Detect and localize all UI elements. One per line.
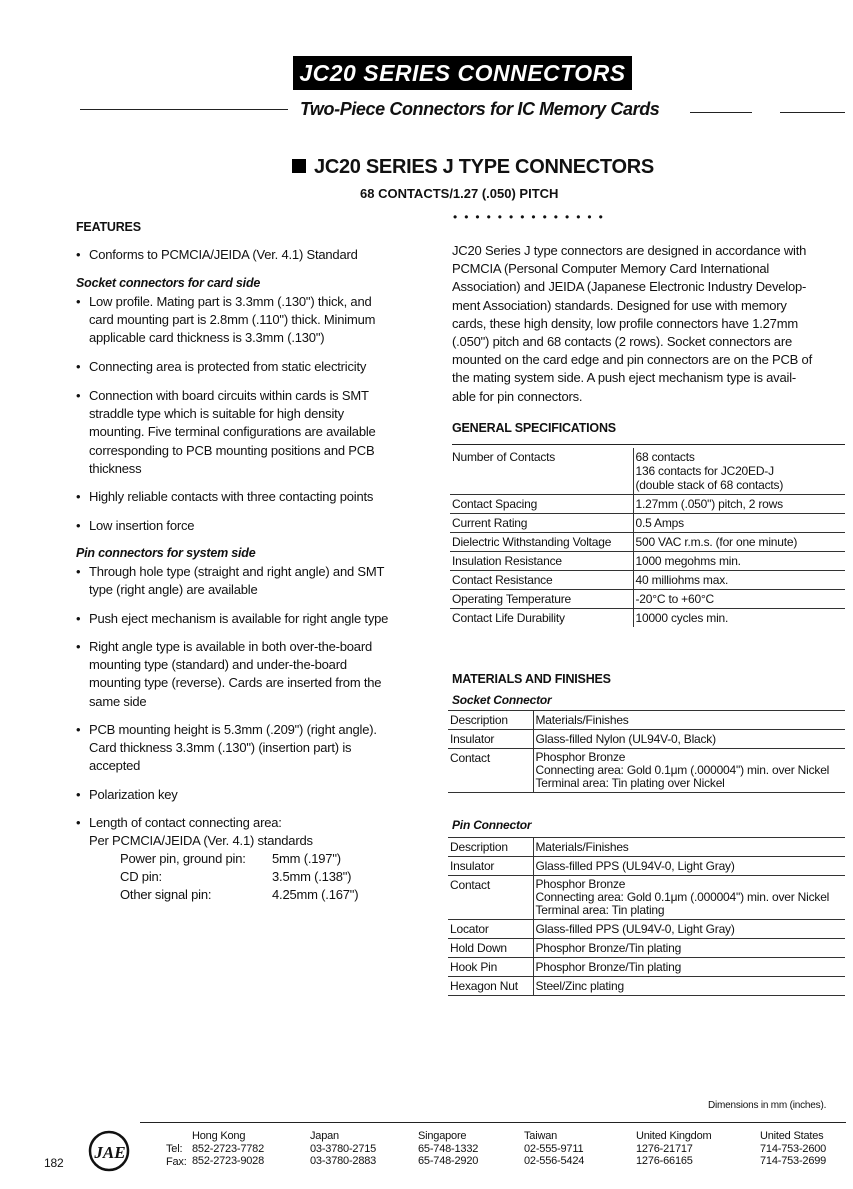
table-row: Operating Temperature -20°C to +60°C [450, 590, 845, 609]
table-row: Hook Pin Phosphor Bronze/Tin plating [448, 958, 845, 977]
feature-bullet: • PCB mounting height is 5.3mm (.209") (right angle). Card thickness 3.3mm (.130") (insertion part) is accepted [76, 721, 377, 776]
table-row: Hexagon Nut Steel/Zinc plating [448, 977, 845, 996]
series-subtitle: Two-Piece Connectors for IC Memory Cards [300, 99, 660, 119]
table-row: Description Materials/Finishes [448, 838, 845, 857]
contact-labels: Tel: Fax: [166, 1143, 187, 1168]
feature-bullet: • Highly reliable contacts with three contacting points [76, 488, 373, 506]
table-row: Contact Resistance 40 milliohms max. [450, 571, 845, 590]
intro-paragraph: JC20 Series J type connectors are designed in accordance with PCMCIA (Personal Computer Memory Card International Association) and JEIDA (Japanese Electronic Industry Develop- ment Association) standards. Designed for use with memory cards, these high density, low profile connectors have 1.27mm (.050") pitch and 68 contacts (2 rows). Socket connectors are mounted on the card edge and pin connectors are on the PCB of the mating system side. A push eject mechanism type is avail- able for pin connectors. [452, 243, 812, 404]
feature-bullet: • Through hole type (straight and right angle) and SMT type (right angle) are available [76, 563, 384, 599]
socket-materials-table [448, 710, 845, 793]
office-united-kingdom: United Kingdom 1276-21717 1276-66165 [636, 1130, 712, 1167]
table-row: Dielectric Withstanding Voltage 500 VAC r.m.s. (for one minute) [450, 533, 845, 552]
feature-bullet: • Polarization key [76, 786, 178, 804]
table-row: Insulator Glass-filled PPS (UL94V-0, Light Gray) [448, 857, 845, 876]
subtitle-rule-right-1 [690, 112, 752, 113]
table-row: Current Rating 0.5 Amps [450, 514, 845, 533]
series-banner: JC20 SERIES CONNECTORS [293, 56, 632, 90]
feature-bullet: • Connecting area is protected from static electricity [76, 358, 366, 376]
pin-materials-table [448, 837, 845, 996]
section-title: JC20 SERIES J TYPE CONNECTORS [292, 156, 654, 179]
socket-features-heading: Socket connectors for card side [76, 276, 261, 290]
office-japan: Japan 03-3780-2715 03-3780-2883 [310, 1130, 377, 1167]
table-row: Insulation Resistance 1000 megohms min. [450, 552, 845, 571]
contact-length-labels: Power pin, ground pin: CD pin: Other signal pin: [120, 851, 246, 903]
features-heading: FEATURES [76, 220, 141, 234]
general-specs-heading: GENERAL SPECIFICATIONS [452, 421, 616, 435]
table-row: Contact Phosphor Bronze Connecting area: Gold 0.1μm (.000004") min. over Nickel Terminal area: Tin plating [448, 876, 845, 920]
square-bullet-icon [292, 159, 306, 173]
subtitle-rule-right-2 [780, 112, 845, 113]
feature-bullet: • Conforms to PCMCIA/JEIDA (Ver. 4.1) Standard [76, 246, 358, 264]
dotted-divider: •••••••••••••• [453, 210, 610, 224]
socket-connector-heading: Socket Connector [452, 693, 552, 707]
subtitle-rule-left [80, 109, 288, 110]
table-row: Hold Down Phosphor Bronze/Tin plating [448, 939, 845, 958]
feature-bullet: • Length of contact connecting area: Per PCMCIA/JEIDA (Ver. 4.1) standards [76, 814, 313, 850]
feature-bullet: • Low insertion force [76, 517, 194, 535]
table-row: Number of Contacts 68 contacts 136 contacts for JC20ED-J (double stack of 68 contacts) [450, 448, 845, 495]
feature-bullet: • Connection with board circuits within cards is SMT straddle type which is suitable for high density mounting. Five terminal configurations are available corresponding to PCB mounting positions and PCB thickness [76, 387, 376, 478]
table-row: Insulator Glass-filled Nylon (UL94V-0, Black) [448, 730, 845, 749]
pin-features-heading: Pin connectors for system side [76, 546, 256, 560]
table-row: Contact Spacing 1.27mm (.050") pitch, 2 rows [450, 495, 845, 514]
svg-text:JAE: JAE [94, 1143, 126, 1162]
section-subtitle: 68 CONTACTS/1.27 (.050) PITCH [360, 186, 559, 201]
pin-connector-heading: Pin Connector [452, 818, 532, 832]
table-row: Contact Phosphor Bronze Connecting area: Gold 0.1μm (.000004") min. over Nickel Terminal area: Tin plating over Nickel [448, 749, 845, 793]
feature-bullet: • Push eject mechanism is available for right angle type [76, 610, 388, 628]
feature-bullet: • Right angle type is available in both over-the-board mounting type (standard) and under-the-board mounting type (reverse). Cards are inserted from the same side [76, 638, 381, 711]
feature-bullet: • Low profile. Mating part is 3.3mm (.130") thick, and card mounting part is 2.8mm (.110") thick. Minimum applicable card thickness is 3.3mm (.130") [76, 293, 375, 348]
office-hong-kong: Hong Kong 852-2723-7782 852-2723-9028 [192, 1130, 265, 1167]
specs-top-rule [452, 444, 845, 445]
general-specs-table [450, 448, 845, 627]
page-number: 182 [44, 1156, 64, 1170]
jae-logo-icon [86, 1127, 132, 1173]
table-row: Locator Glass-filled PPS (UL94V-0, Light Gray) [448, 920, 845, 939]
footer-rule [140, 1122, 846, 1123]
office-united-states: United States 714-753-2600 714-753-2699 [760, 1130, 827, 1167]
dimensions-note: Dimensions in mm (inches). [708, 1100, 827, 1111]
contact-length-values: 5mm (.197") 3.5mm (.138") 4.25mm (.167") [272, 851, 359, 903]
office-taiwan: Taiwan 02-555-9711 02-556-5424 [524, 1130, 585, 1167]
table-row: Contact Life Durability 10000 cycles min. [450, 609, 845, 628]
office-singapore: Singapore 65-748-1332 65-748-2920 [418, 1130, 479, 1167]
table-row: Description Materials/Finishes [448, 711, 845, 730]
materials-heading: MATERIALS AND FINISHES [452, 672, 611, 686]
